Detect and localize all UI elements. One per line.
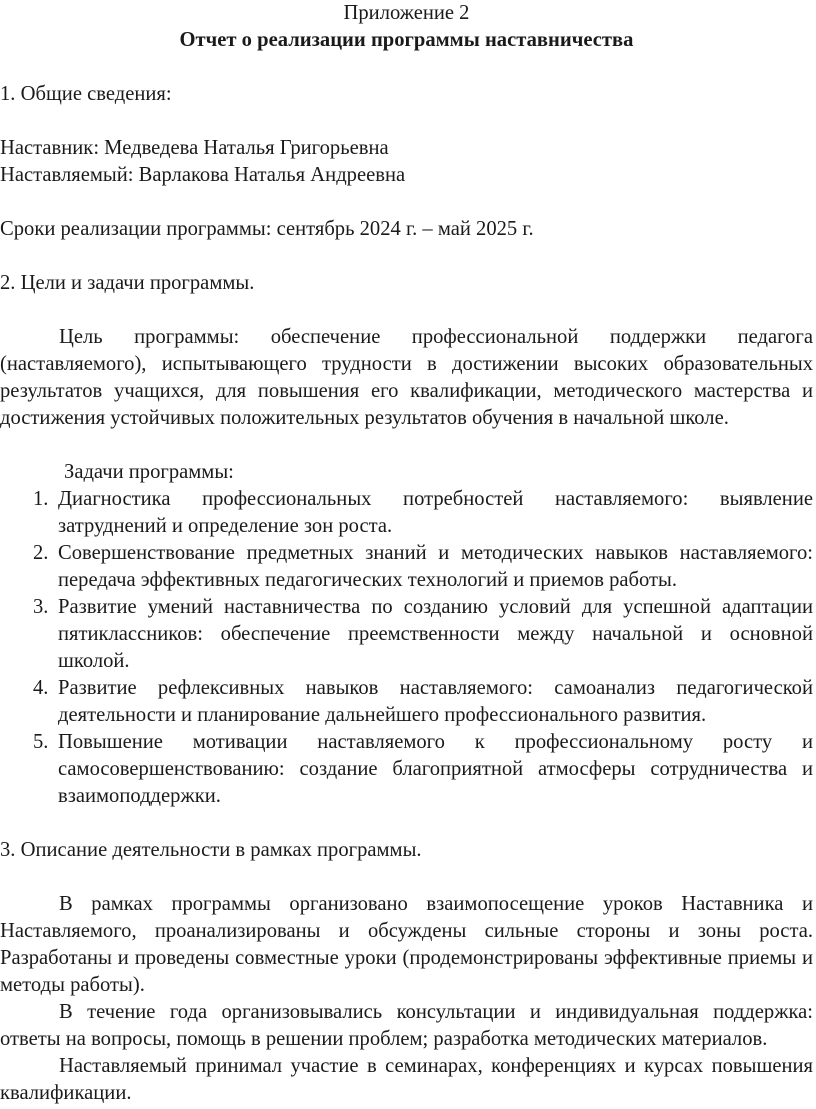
tasks-list (0, 486, 813, 810)
list-item (0, 540, 813, 594)
section2-heading: 2. Цели и задачи программы. (0, 272, 255, 294)
spacer (0, 243, 813, 270)
appendix-label: Приложение 2 (343, 2, 470, 24)
list-item-text: Развитие рефлексивных навыков наставляемого: самоанализ педагогической деятельности и планирование дальнейшего профессионального развития. (58, 677, 813, 726)
list-item-text: Повышение мотивации наставляемого к профессиональному росту и самосовершенствованию: создание благоприятной атмосферы сотрудничества и взаимоподдержки. (58, 731, 813, 807)
spacer (0, 297, 813, 324)
mentor-line: Наставник: Медведева Наталья Григорьевна (0, 137, 389, 159)
list-item-text: Диагностика профессиональных потребностей наставляемого: выявление затруднений и определение зон роста. (58, 488, 813, 537)
period-line: Сроки реализации программы: сентябрь 2024 г. – май 2025 г. (0, 218, 534, 240)
list-item (0, 486, 813, 540)
list-item (0, 594, 813, 675)
section3-heading: 3. Описание деятельности в рамках программы. (0, 839, 422, 861)
mentee-line: Наставляемый: Варлакова Наталья Андреевна (0, 164, 406, 186)
spacer (0, 432, 813, 459)
list-item-number: 5. (33, 731, 49, 753)
section1-heading: 1. Общие сведения: (0, 83, 172, 105)
list-item-number: 4. (33, 677, 49, 699)
list-item (0, 729, 813, 810)
tasks-title: Задачи программы: (64, 461, 234, 483)
spacer (0, 810, 813, 837)
list-item-number: 3. (33, 596, 49, 618)
spacer (0, 54, 813, 81)
spacer (0, 108, 813, 135)
list-item (0, 675, 813, 729)
spacer (0, 189, 813, 216)
list-item-text: Совершенствование предметных знаний и методических навыков наставляемого: передача эффективных педагогических технологий и приемов работы. (58, 542, 813, 591)
activity-paragraph: В течение года организовывались консультации и индивидуальная поддержка: ответы на вопросы, помощь в решении проблем; разработка методических материалов. (0, 1001, 813, 1050)
list-item-number: 1. (33, 488, 49, 510)
list-item-text: Развитие умений наставничества по созданию условий для успешной адаптации пятиклассников: обеспечение преемственности между начальной и основной школой. (58, 596, 813, 672)
activity-paragraph: Наставляемый принимал участие в семинарах, конференциях и курсах повышения квалификации. (0, 1055, 813, 1104)
list-item-number: 2. (33, 542, 49, 564)
spacer (0, 864, 813, 891)
activity-paragraph: В рамках программы организовано взаимопосещение уроков Наставника и Наставляемого, проанализированы и обсуждены сильные стороны и зоны роста. Разработаны и проведены совместные уроки (продемонстрированы эффективные приемы и методы работы). (0, 893, 813, 996)
goal-paragraph: Цель программы: обеспечение профессиональной поддержки педагога (наставляемого), испытывающего трудности в достижении высоких образовательных результатов учащихся, для повышения его квалификации, методического мастерства и достижения устойчивых положительных результатов обучения в начальной школе. (0, 326, 813, 429)
document-title: Отчет о реализации программы наставничества (179, 29, 634, 51)
